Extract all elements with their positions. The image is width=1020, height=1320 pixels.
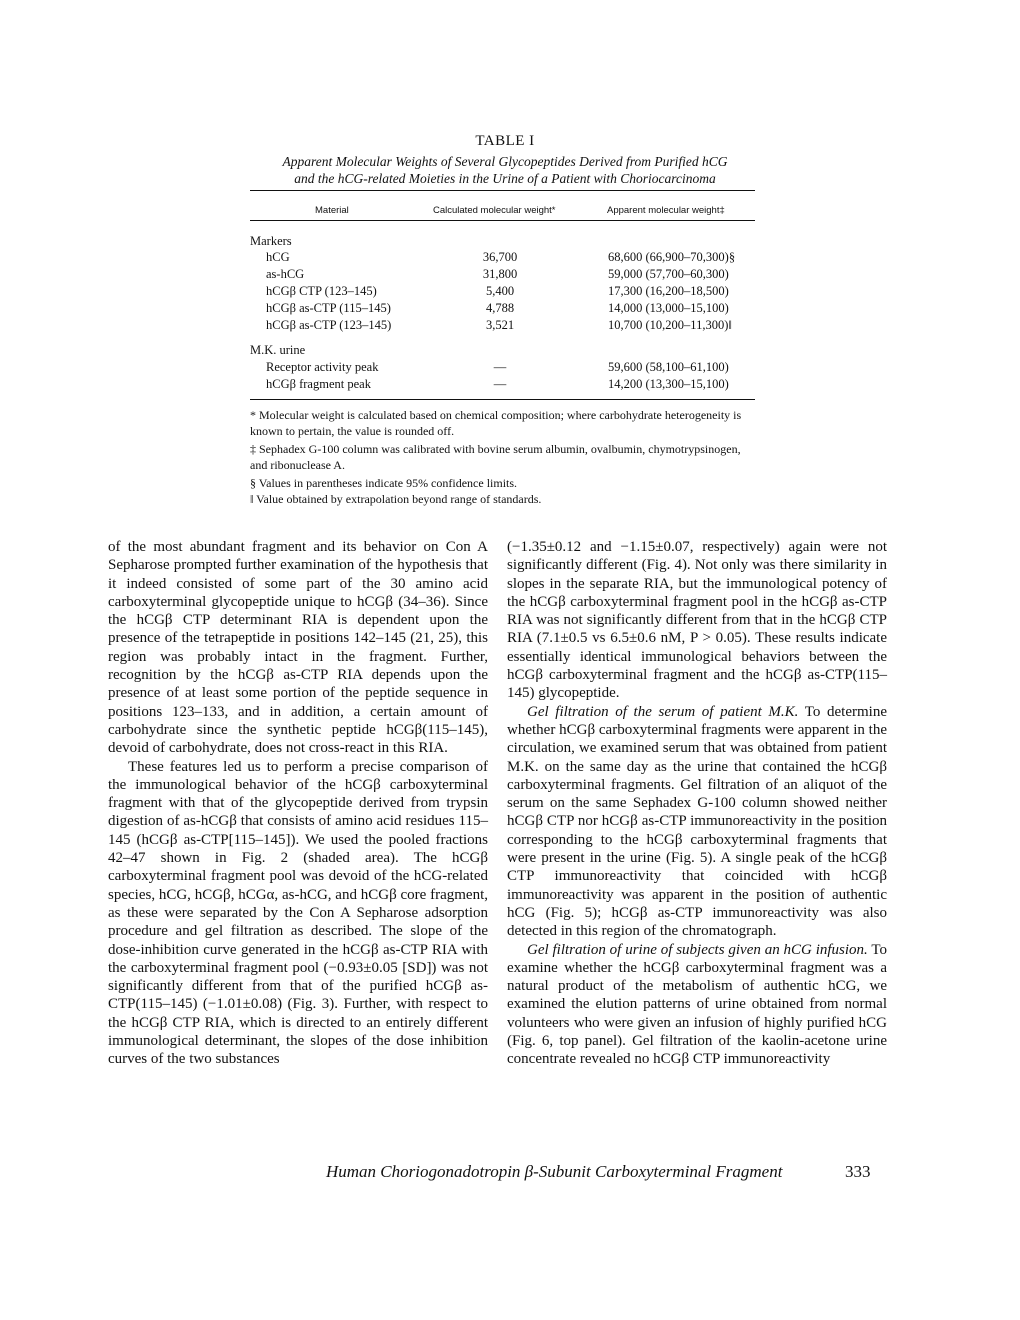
table-row-apparent: 68,600 (66,900–70,300)§	[608, 250, 736, 264]
table-footnote: * Molecular weight is calculated based on chemical composition; where carbohydrate heterogeneity is known to pertain, the value is rounded off.	[250, 408, 742, 438]
paragraph: These features led us to perform a precise comparison of the immunological behavior of the hCGβ carboxyterminal fragment with that of the glycopeptide derived from trypsin digestion of as-hCGβ that consists of amino acid residues 115–145 (hCGβ as-CTP[115–145]). We used the pooled fractions 42–47 shown in Fig. 2 (shaded area). The hCGβ carboxyterminal fragment pool was devoid of the hCG-related species, hCG, hCGβ, hCGα, as-hCG, and hCGβ core fragment, as these were separated by the Con A Sepharose adsorption procedure and gel filtration as described. The slope of the dose-inhibition curve generated in the hCGβ as-CTP RIA with the carboxyterminal fragment pool (−0.93±0.05 [SD]) was not significantly different from that of the purified hCGβ as-CTP(115–145) (−1.01±0.08) (Fig. 3). Further, with respect to the hCGβ CTP RIA, which is directed to an entirely different immunological determinant, the slopes of the dose inhibition curves of the two substances	[108, 758, 488, 1068]
left-column	[108, 538, 488, 1069]
table-row-calc: 36,700	[482, 250, 518, 264]
section-heading: Gel filtration of urine of subjects given an hCG infusion.	[527, 941, 868, 958]
table-row-apparent: 17,300 (16,200–18,500)	[608, 284, 729, 298]
paragraph-body: To determine whether hCGβ carboxyterminal fragments were apparent in the circulation, we examined serum that was obtained from patient M.K. on the same day as the urine that contained the hCGβ carboxyterminal fragments. Gel filtration of an aliquot of the serum on the same Sephadex G-100 column showed neither hCGβ CTP nor hCGβ as-CTP immunoreactivity in the position corresponding to the hCGβ carboxyterminal fragments that were present in the urine (Fig. 5). A single peak of the hCGβ CTP immunoreactivity that coincided with hCGβ immunoreactivity was apparent in the position of authentic hCG (Fig. 5); hCGβ as-CTP immunoreactivity was also detected in this region of the chromatograph.	[507, 703, 887, 940]
table-label: TABLE I	[475, 133, 535, 149]
running-title: Human Choriogonadotropin β-Subunit Carboxyterminal Fragment	[326, 1162, 783, 1181]
table-top-rule	[250, 190, 755, 191]
table-row-apparent: 14,000 (13,000–15,100)	[608, 301, 729, 315]
table-row-material: hCG	[266, 250, 290, 264]
table-row-material: hCGβ as-CTP (123–145)	[266, 318, 392, 332]
column-header-apparent: Apparent molecular weight‡	[607, 205, 725, 216]
right-column	[507, 538, 887, 1069]
section-heading: Gel filtration of the serum of patient M.K.	[527, 703, 799, 720]
table-row-material: hCGβ as-CTP (115–145)	[266, 301, 391, 315]
table-caption-line-1: Apparent Molecular Weights of Several Glycopeptides Derived from Purified hCG	[282, 154, 728, 169]
table-row-material: hCGβ CTP (123–145)	[266, 284, 377, 298]
table-row-material: Receptor activity peak	[266, 360, 379, 374]
paragraph	[507, 941, 887, 1069]
table-row-material: hCGβ fragment peak	[266, 377, 371, 391]
table-row-apparent: 59,600 (58,100–61,100)	[608, 360, 729, 374]
table-row-calc: 3,521	[485, 318, 515, 332]
table-row-calc: —	[493, 360, 507, 374]
table-row-material: as-hCG	[266, 267, 305, 281]
paragraph: (−1.35±0.12 and −1.15±0.07, respectively) again were not significantly different (Fig. 4). Not only was there similarity in slopes in the separate RIA, but the immunological potency of the hCGβ carboxyterminal fragment pool in the hCGβ as-CTP RIA was not significantly different from that in the hCGβ CTP RIA (7.1±0.5 vs 6.5±0.6 nM, P > 0.05). These results indicate essentially identical immunological behaviors between the hCGβ carboxyterminal fragment and the hCGβ as-CTP(115–145) glycopeptide.	[507, 539, 887, 702]
group-label-markers: Markers	[250, 234, 292, 248]
table-header-rule	[250, 220, 755, 221]
table-footnote: § Values in parentheses indicate 95% confidence limits.	[250, 476, 518, 490]
table-footnote: ‡ Sephadex G-100 column was calibrated with bovine serum albumin, ovalbumin, chymotrypsinogen, and ribonuclease A.	[250, 442, 741, 472]
table-row-calc: 4,788	[485, 301, 515, 315]
table-row-calc: 5,400	[485, 284, 515, 298]
table-row-calc: 31,800	[482, 267, 518, 281]
page-number: 333	[845, 1162, 871, 1181]
table-bottom-rule	[250, 399, 755, 400]
column-header-material: Material	[315, 205, 349, 216]
table-row-calc: —	[493, 377, 507, 391]
table-row-apparent: 10,700 (10,200–11,300)‖	[608, 318, 732, 332]
paragraph-body: To examine whether the hCGβ carboxyterminal fragment was a natural product of the metabolism of authentic hCG, we examined the elution patterns of urine obtained from normal volunteers who were given an infusion of highly purified hCG (Fig. 6, top panel). Gel filtration of the kaolin-acetone urine concentrate revealed no hCGβ CTP immunoreactivity	[507, 941, 888, 1068]
column-header-calculated: Calculated molecular weight*	[433, 205, 556, 216]
paragraph: of the most abundant fragment and its behavior on Con A Sepharose prompted further examination of the hypothesis that it indeed consisted of some part of the 30 amino acid carboxyterminal glycopeptide unique to hCGβ (34–36). Since the hCGβ CTP determinant RIA is dependent upon the presence of the tetrapeptide in positions 142–145 (21, 25), this region was probably intact in the fragment. Further, recognition by the hCGβ as-CTP RIA depends upon the presence of at least some portion of the peptide sequence in positions 123–133, and in addition, a certain amount of carbohydrate since the synthetic peptide hCGβ(115–145), devoid of carbohydrate, does not cross-react in this RIA.	[108, 539, 488, 757]
table-caption	[250, 153, 760, 187]
group-label-mk-urine: M.K. urine	[250, 343, 306, 357]
table-footnote: ‖ Value obtained by extrapolation beyond range of standards.	[250, 492, 542, 506]
table-caption-line-2: and the hCG-related Moieties in the Urine of a Patient with Choriocarcinoma	[294, 171, 716, 186]
table-row-apparent: 14,200 (13,300–15,100)	[608, 377, 729, 391]
table-row-apparent: 59,000 (57,700–60,300)	[608, 267, 729, 281]
paragraph	[507, 703, 887, 941]
